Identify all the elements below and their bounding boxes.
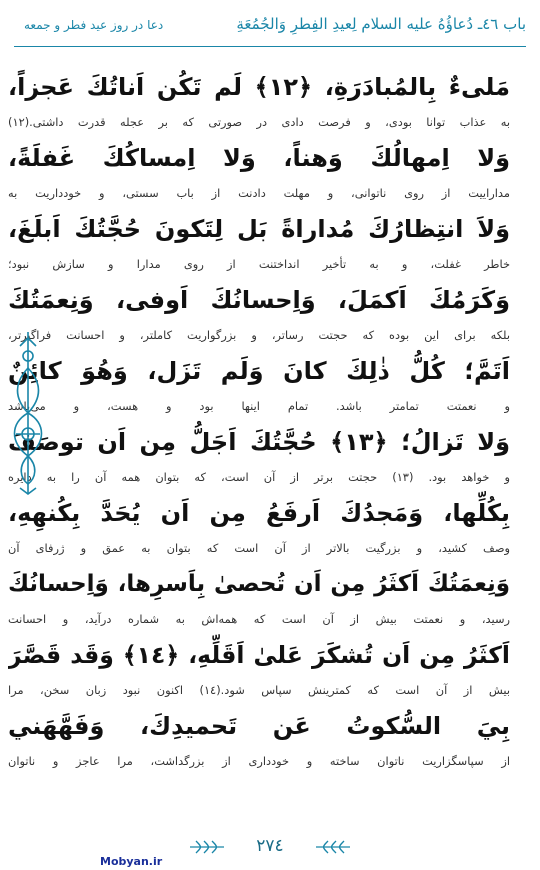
arabic-text-line: وَكَرَمُكَ اَكمَلَ، وَاِحسانُكَ اَوفى، وَنِعمَتُكَ (8, 286, 510, 314)
persian-translation-line: مداراييت از روى ناتوانى، و مهلت دادنت از باب سستى، و خودداريت به (8, 186, 510, 200)
arabic-text-line: اَكثَرُ مِن اَن تُشكَرَ عَلىٰ اَقَلِّهِ، ﴿١٤﴾ وَقَد قَصَّرَ (8, 641, 510, 669)
chapter-title-translation: دعا در روز عيد فطر و جمعه (24, 18, 164, 32)
persian-translation-line: خاطر غفلت، و به تأخير انداختنت از روى مدارا و سازش نبود؛ (8, 257, 510, 271)
margin-ornament-icon (6, 328, 50, 498)
persian-translation-line: بلكه براى اين بوده كه حجتت رساتر، و بزرگواريت كاملتر، و احسانت فراگيرتر، (8, 328, 510, 342)
arabic-text-line: وَلاَ انتِظارُكَ مُداراةً بَل لِتَكونَ حُجَّتُكَ اَبلَغَ، (8, 215, 510, 243)
page-footer (0, 826, 540, 870)
page-header (0, 0, 540, 50)
persian-translation-line: رسيد، و نعمتت بيش از آن است كه همه‌اش به شماره درآيد، و احسانت (8, 612, 510, 626)
header-divider (14, 46, 526, 47)
arabic-text-line: اَتَمَّ؛ كُلُّ ذٰلِكَ كانَ وَلَم تَزَل، وَهُوَ كائِنٌ (8, 357, 510, 385)
text-body (8, 64, 510, 774)
arabic-text-line: مَلىءٌ بِالمُبادَرَةِ، ﴿١٢﴾ لَم تَكُن اَناتُكَ عَجزاً، (8, 73, 510, 101)
arabic-text-line: وَنِعمَتُكَ اَكثَرُ مِن اَن تُحصىٰ بِاَسرِها، وَاِحسانُكَ (8, 571, 510, 597)
arabic-text-line: وَلا تَزالُ؛ ﴿١٣﴾ حُجَّتُكَ اَجَلُّ مِن اَن توصَفَ (8, 428, 510, 456)
chapter-title: باب ٤٦ـ دُعاؤُهُ عليه السلام لِعيدِ الفِطرِ وَالجُمُعَةِ (236, 15, 526, 33)
arabic-text-line: وَلا اِمهالُكَ وَهناً، وَلا اِمساكُكَ غَفلَةً، (8, 144, 510, 172)
footer-ornament-left-icon (188, 837, 226, 857)
persian-translation-line: وصف كشيد، و بزرگيت بالاتر از آن است كه بتوان به عمق و ژرفاى آن (8, 541, 510, 555)
persian-translation-line: از سپاسگزاريت ناتوان ساخته و خوددارى از بزرگداشت، مرا عاجز و ناتوان (8, 754, 510, 768)
persian-translation-line: و نعمتت تمامتر باشد. تمام اينها بود و هست، و مى‌باشد (8, 399, 510, 413)
page-number: ٢٧٤ (256, 836, 284, 856)
site-watermark: Mobyan.ir (100, 855, 163, 868)
persian-translation-line: به عذاب توانا بودى، و فرصت دادى در صورتى كه بر عجله قدرت داشتى.(١٢) (8, 115, 510, 129)
arabic-text-line: بِيَ السُّكوتُ عَن تَحميدِكَ، وَفَهَّهَني (8, 712, 510, 740)
arabic-text-line: بِكُلِّها، وَمَجدُكَ اَرفَعُ مِن اَن يُحَدَّ بِكُنهِهِ، (8, 499, 510, 527)
footer-ornament-right-icon (314, 837, 352, 857)
persian-translation-line: بيش از آن است كه كمترينش سپاس شود.(١٤) اكنون نبود زبان سخن، مرا (8, 683, 510, 697)
persian-translation-line: و خواهد بود. (١٣) حجتت برتر از آن است، كه بتوان همه آن را به دايره (8, 470, 510, 484)
